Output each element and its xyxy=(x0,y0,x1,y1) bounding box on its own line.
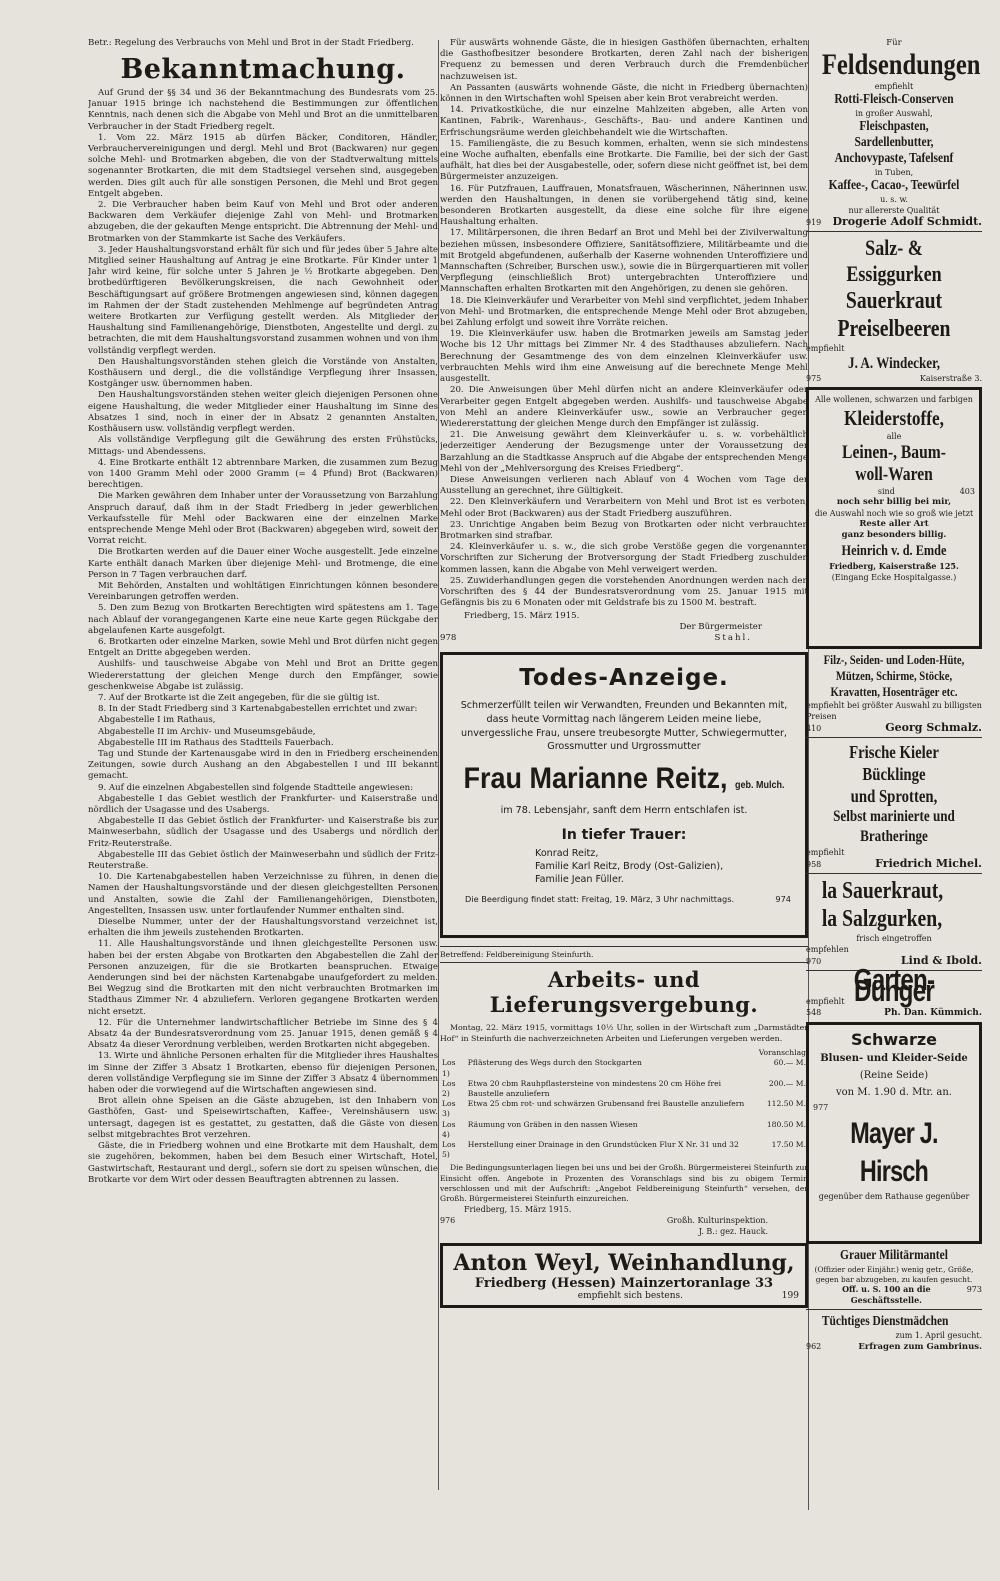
emde-line: woll-Waren xyxy=(855,464,933,485)
deceased-name xyxy=(461,762,787,796)
paragraph: 11. Alle Haushaltungsvorstände und ihnen gleichgestellte Personen usw. haben bei der ersten Abgabe von Brotkarten den Abgabestellen die Zahl der Personen anzuzeigen, für die sie Brotkarten beanspruchen. Etwaige Aenderungen sind bei der nächsten Kartenabgabe unaufgefordert zu melden. Bei Wegzug sind die Brotkarten mit den nicht verbrauchten Brotmarken im Stadthaus Zimmer Nr. 4 abzuliefern. Verloren gegangene Brotkarten werden nicht ersetzt. xyxy=(88,939,438,1017)
arbeit-date: Friedberg, 15. März 1915. xyxy=(464,1205,572,1215)
salz-num: 975 xyxy=(806,374,822,383)
family-line: Konrad Reitz, xyxy=(535,848,599,860)
paragraph: Mit Behörden, Anstalten und wohltätigen Einrichtungen können besondere Vereinbarungen getroffen werden. xyxy=(88,580,438,603)
hirsch-num: 977 xyxy=(813,1103,829,1112)
date-line: Friedberg, 15. März 1915. xyxy=(464,611,580,622)
emde-addr2: (Eingang Ecke Hospitalgasse.) xyxy=(831,573,957,582)
paragraph: 9. Auf die einzelnen Abgabestellen sind folgende Stadtteile angewiesen: xyxy=(98,782,414,793)
lind-num: 970 xyxy=(806,957,822,966)
kuemmich-num: 548 xyxy=(806,1008,822,1017)
todes-text: Schmerzerfüllt teilen wir Verwandten, Freunden und Bekannten mit, dass heute Vormittag nach längerem Leiden meine liebe, unvergessliche Frau, unsere treubesorgte Mutter, Schwiegermutter, Grossmutter und Urgrossmutter xyxy=(460,700,788,753)
michel-ad xyxy=(806,741,982,870)
michel-line: und Sprotten, xyxy=(850,786,938,806)
paragraph: 16. Für Putzfrauen, Lauffrauen, Monatsfrauen, Wäscherinnen, Näherinnen usw. werden den Haushaltungen, in denen sie vorübergehend tätig sind, keine besonderen Brotkarten ausgestellt, da diese eine solche für ihre eigene Haushaltung erhalten. xyxy=(440,183,808,228)
paragraph: 17. Militärpersonen, die ihren Bedarf an Brot und Mehl bei der Zivilverwaltung beziehen müssen, insbesondere Offiziere, Sanitätsoffiziere, Militärbeamte und die mit Brotgeld abgefundenen, außerhalb der Kaserne wohnenden Unteroffiziere und Mannschaften (Schreiber, Burschen usw.), sowie die in Bürgerquartieren mit voller Verpflegung (einschließlich Brot) untergebrachten Unteroffiziere und Mannschaften erhalten Brotkarten mit den Angehörigen, zu denen sie gehören. xyxy=(440,228,808,295)
feldsendungen-ad xyxy=(806,38,982,228)
lind-ad xyxy=(806,877,982,967)
mantel-line: Off. u. S. 100 an die Geschäftsstelle. xyxy=(842,1284,931,1305)
announcement-column xyxy=(88,38,438,1538)
kuemmich-ad xyxy=(806,962,982,1019)
paragraph: 20. Die Anweisungen über Mehl dürfen nicht an andere Kleinverkäufer oder Verarbeiter gegen Entgelt abgegeben werden. Aushilfs- und tauschweise Abgabe von Mehl an andere Kleinverkäufer usw., sowie an Verbraucher gegen Wiedererstattung der gleichen Menge durch den Empfänger ist zulässig. xyxy=(440,385,808,429)
schmalz-num: 410 xyxy=(806,724,822,733)
arbeit-betreff: Betreffend: Feldbereinigung Steinfurth. xyxy=(440,950,594,960)
table-row: Los 1) Pflästerung des Wegs durch den Stockgarten 60.— M. xyxy=(442,1058,806,1078)
table-row: Los 5) Herstellung einer Drainage in den Grundstücken Flur X Nr. 31 und 32 17.50 M. xyxy=(442,1140,806,1160)
weyl-ad xyxy=(440,1243,808,1308)
paragraph: 22. Den Kleinverkäufern und Verarbeitern von Mehl und Brot ist es verboten, Mehl oder Brot (Backwaren) aus der Stadt Friedberg auszuführen. xyxy=(440,497,808,519)
deceased-name-text: Frau Marianne Reitz, xyxy=(463,761,728,795)
todes-number: 974 xyxy=(775,894,791,905)
paragraph: Den Haushaltungsvorständen stehen weiter gleich diejenigen Personen ohne eigene Haushaltung, die weder Mitglieder einer Haushaltung im Sinne des Absatzes 1 sind, noch in einer der in Absatz 2 genannten Anstalten, Kosthäusern usw. vollständig verpflegt werden. xyxy=(88,390,438,435)
feld-line: Fleischpasten, Sardellenbutter, xyxy=(854,119,934,150)
mantel-line: Grauer Militärmantel xyxy=(840,1248,948,1263)
feld-title: Feldsendungen xyxy=(821,48,981,81)
paragraph: 3. Jeder Haushaltungsvorstand erhält für sich und für jedes über 5 Jahre alte Mitglied seiner Haushaltung auf Antrag je eine Brotkarte. Für Kinder unter 1 Jahr wird keine, für solche unter 5 Jahren je ½ Brotkarte abgegeben. Den brotbedürftigeren Bevölkerungskreisen, die nach Gewohnheit oder Beschäftigungsart auf größere Brotmengen angewiesen sind, können dagegen im Rahmen der der Stadt zustehenden Mehlmenge auf begründeten Antrag weitere Brotkarten zur Verfügung gestellt werden. Als Mitglieder der Haushaltung sind Familienangehörige, Dienstboten, Angestellte und dergl. zu betrachten, die mit dem Haushaltungsvorstand zusammen wohnen und von ihm vollständig verpflegt werden. xyxy=(88,244,438,356)
arbeitsvergebung xyxy=(440,946,808,1237)
hirsch-line: (Reine Seide) xyxy=(859,1070,929,1081)
announcement-body xyxy=(88,88,438,1186)
paragraph: Gäste, die in Friedberg wohnen und eine Brotkarte mit dem Haushalt, dem sie zugehören, bekommen, haben bei dem Besuch einer Wirtschaft, Hotel, Gastwirtschaft, Restaurant und dergl., sofern sie dort zu speisen wünschen, die Brotkarte vor dem Wirt oder dessen Beauftragten abtrennen zu lassen. xyxy=(88,1141,438,1185)
family-line: Familie Jean Füller. xyxy=(535,874,624,886)
bekanntmachung-title: Bekanntmachung. xyxy=(120,54,406,85)
arbeit-conditions: Die Bedingungsunterlagen liegen bei uns und bei der Großh. Bürgermeisterei Steinfurth zur Einsicht offen. Angebote in Prozenten des Voranschlags sind bis zu obigem Termin verschlossen und mit der Aufschrift: „Angebot Feldbereinigung Steinfurth“ versehen, der Großh. Bürgermeisterei Steinfurth einzureichen. xyxy=(440,1163,808,1204)
table-row: Los 4) Räumung von Gräben in den nassen Wiesen 180.50 M. xyxy=(442,1119,806,1139)
salz-firm: J. A. Windecker, xyxy=(848,355,940,372)
paragraph: Den Haushaltungsvorständen stehen gleich die Vorstände von Anstalten, Kosthäusern und dergl., die die vollständige Verpflegung ihrer Insassen, Kostgänger usw. übernommen haben. xyxy=(88,356,438,390)
feld-empf: empfiehlt xyxy=(874,82,914,91)
hirsch-line: Schwarze xyxy=(850,1030,938,1049)
paragraph: Dieselbe Nummer, unter der der Haushaltungsvorstand verzeichnet ist, erhalten die ihm jeweils zustehenden Brotkarten. xyxy=(88,917,438,939)
paragraph: 24. Kleinverkäufer u. s. w., die sich grobe Verstöße gegen die vorgenannten Vorschriften zur Sicherung der Brotversorgung der Stadt Friedberg zuschulden kommen lassen, kann die Abgabe von Mehl verweigert werden. xyxy=(440,542,808,575)
kuemmich-empf: empfiehlt xyxy=(806,997,845,1006)
emde-sind-row xyxy=(813,486,975,497)
burial-info xyxy=(443,886,805,911)
feld-top: Für xyxy=(886,38,902,48)
paragraph: 5. Den zum Bezug von Brotkarten Berechtigten wird spätestens am 1. Tage nach Ablauf der vorangegangenen Karte eine neue Karte gegen Rückgabe der abgelaufenen Karte ausgefolgt. xyxy=(88,603,438,636)
weyl-address: Friedberg (Hessen) Mainzertoranlage 33 xyxy=(474,1276,774,1292)
paragraph: 4. Eine Brotkarte enthält 12 abtrennbare Marken, die zusammen zum Bezug von 1400 Gramm Mehl oder 2000 Gramm (= 4 Pfund) Brot (Backwaren) berechtigen. xyxy=(88,457,438,491)
middle-column xyxy=(440,38,808,1538)
signer-title: Der Bürgermeister xyxy=(679,622,762,633)
hirsch-ad xyxy=(806,1022,982,1244)
weyl-title: Anton Weyl, Weinhandlung, xyxy=(453,1250,795,1277)
ref-number: 978 xyxy=(440,633,457,644)
mantel-line: (Offizier oder Einjähr.) wenig getr., Größe, gegen bar abzugeben, zu kaufen gesucht. xyxy=(814,1265,974,1284)
mantel-footer xyxy=(806,1284,982,1306)
michel-line: Selbst marinierte und xyxy=(833,808,955,825)
emde-line: alle xyxy=(886,432,902,441)
lind-line: la Salzgurken, xyxy=(821,906,943,932)
paragraph: Abgabestelle I das Gebiet westlich der Frankfurter- und Kaiserstraße und nördlich der Usagasse und des Usabergs. xyxy=(88,793,438,815)
paragraph: An Passanten (auswärts wohnende Gäste, die nicht in Friedberg übernachten) können in den Wirtschaften wohl Speisen aber kein Brot verabreicht werden. xyxy=(440,82,808,105)
michel-footer xyxy=(806,858,982,870)
paragraph: Abgabestelle III das Gebiet östlich der Mainweserbahn und südlich der Fritz-Reuterstraße. xyxy=(88,849,438,872)
salz-footer xyxy=(806,373,982,384)
paragraph: 15. Familiengäste, die zu Besuch kommen, erhalten, wenn sie sich mindestens eine Woche aufhalten, ebenfalls eine Brotkarte. Die Familie, bei der sich der Gast aufhält, hat dies bei der Ausgabestelle, oder, sofern diese nicht geöffnet ist, bei dem Bürgermeister anzuzeigen. xyxy=(440,138,808,183)
michel-num: 958 xyxy=(806,860,822,869)
windecker-ad xyxy=(806,235,982,384)
kuemmich-footer xyxy=(806,1007,982,1019)
dienst-firm: Erfragen zum Gambrinus. xyxy=(858,1342,982,1352)
paragraph: Tag und Stunde der Kartenausgabe wird in den in Friedberg erscheinenden Zeitungen, sowie durch Aushang an den Abgabestellen I und III bekannt gemacht. xyxy=(88,748,438,782)
announcement-continuation xyxy=(440,38,808,609)
feld-firm: Drogerie Adolf Schmidt. xyxy=(832,215,982,228)
paragraph: 21. Die Anweisung gewährt dem Kleinverkäufer u. s. w. vorbehältlich jederzeitiger Aenderung der Bezugsmenge unter der Voraussetzung der Barzahlung an die Stadtkasse Anspruch auf die Abgabe der entsprechenden Menge Mehl von der „Mehlversorgung des Kreises Friedberg“. xyxy=(440,430,808,474)
deceased-maiden: geb. Mulch. xyxy=(735,779,785,791)
arbeit-sign-row xyxy=(440,1215,808,1237)
arbeit-signature: J. B.: gez. Hauck. xyxy=(698,1227,768,1237)
schmalz-line: Filz-, Seiden- und Loden-Hüte, xyxy=(823,652,965,667)
paragraph: Brot allein ohne Speisen an die Gäste abzugeben, ist den Inhabern von Gasthöfen, Gast- und Speisewirtschaften, Kaffee-, Vereinshäusern usw. untersagt, dagegen ist es gestattet, zu gestatten, daß die Gäste von diesen selbst mitgebrachtes Brot verzehren. xyxy=(88,1096,438,1140)
family-line: Familie Karl Reitz, Brody (Ost-Galizien), xyxy=(535,861,724,873)
schmalz-ad xyxy=(806,652,982,734)
schmalz-line: Kravatten, Hosenträger etc. xyxy=(830,684,958,699)
emde-addr: Friedberg, Kaiserstraße 125. xyxy=(829,561,959,571)
emde-ad xyxy=(806,387,982,649)
dienst-line: zum 1. April gesucht. xyxy=(895,1331,982,1340)
paragraph: 13. Wirte und ähnliche Personen erhalten für die Mitglieder ihres Haushaltes im Sinne der Ziffer 3 Absatz 1 Brotkarten, ebenso für diejenigen Personen, deren vollständige Verpflegung sie im Sinne der Ziffer 3 Absatz 4 übernommen haben oder die vorwiegend auf die Wirtschaften angewiesen sind. xyxy=(88,1051,438,1096)
feld-line: in großer Auswahl, xyxy=(855,109,933,118)
lots-table xyxy=(440,1048,808,1160)
paragraph: Diese Anweisungen verlieren nach Ablauf von 4 Wochen vom Tage der Ausstellung an gerechnet, ihre Gültigkeit. xyxy=(440,474,808,497)
feld-num: 919 xyxy=(806,218,822,227)
michel-empf: empfiehlt xyxy=(806,848,845,857)
salz-empf: empfiehlt xyxy=(806,344,845,353)
paragraph: 10. Die Kartenabgabestellen haben Verzeichnisse zu führen, in denen die Namen der Haushaltungsvorstände und der diesen gleichgestellten Personen und Anstalten, sowie die Zahl der Familienangehörigen, Dienstboten, Angestellten, Insassen usw. unter fortlaufender Nummer enthalten sind. xyxy=(88,872,438,916)
paragraph: 12. Für die Unternehmer landwirtschaftlicher Betriebe im Sinne des § 4 Absatz 4a der Bundesratsverordnung vom 25. Januar 1915, denen gemäß § 4 Absatz 4a dieser Verordnung verbleiben, werden Brotkarten nicht abgegeben. xyxy=(88,1017,438,1051)
schmalz-firm: Georg Schmalz. xyxy=(885,721,982,734)
dienst-ad xyxy=(806,1313,982,1353)
paragraph: Abgabestelle II im Archiv- und Museumsgebäude, xyxy=(98,726,316,737)
burial-text: Die Beerdigung findet statt: Freitag, 19. März, 3 Uhr nachmittags. xyxy=(465,894,735,905)
dienst-num: 962 xyxy=(806,1342,822,1351)
paragraph: 7. Auf der Brotkarte ist die Zeit angegeben, für die sie gültig ist. xyxy=(98,692,380,703)
salz-line: Preiselbeeren xyxy=(837,316,951,342)
kuemmich-firm: Ph. Dan. Kümmich. xyxy=(884,1008,982,1018)
paragraph: Auf Grund der §§ 34 und 36 der Bekanntmachung des Bundesrats vom 25. Januar 1915 bringe ich nachstehend die Bestimmungen zur öffentlichen Kenntnis, nach denen sich die Abgabe von Mehl und Brot an die unmittelbaren Verbraucher in der Stadt Friedberg regelt. xyxy=(88,88,438,132)
michel-firm: Friedrich Michel. xyxy=(875,857,982,870)
schmalz-line: empfiehlt bei größter Auswahl zu billigsten Preisen xyxy=(806,701,982,721)
michel-line: Frische Kieler Bücklinge xyxy=(849,742,939,784)
kuemmich-line: Garten-Dünger xyxy=(853,962,935,1008)
schmalz-line: Mützen, Schirme, Stöcke, xyxy=(835,668,953,683)
paragraph: Die Brotkarten werden auf die Dauer einer Woche ausgestellt. Jede einzelne Karte enthält danach Marken über diejenige Mehl- und Brotmenge, die eine Person in 7 Tagen verbrauchen darf. xyxy=(88,547,438,580)
hirsch-addr: gegenüber dem Rathause gegenüber xyxy=(818,1192,970,1201)
signer-row xyxy=(440,633,808,644)
paragraph: Die Marken gewähren dem Inhaber unter der Voraussetzung von Barzahlung Anspruch darauf, daß ihm in der Stadt Friedberg in jeder gewerblichen Verkaufsstelle für Mehl oder Backwaren eine der einzelnen Marke entsprechende Menge Mehl oder Brot (Backwaren) abgegeben wird, soweit der Vorrat reicht. xyxy=(88,491,438,547)
feld-line: Kaffee-, Cacao-, Teewürfel xyxy=(828,178,960,193)
lind-empf: empfehlen xyxy=(806,945,849,954)
paragraph: Für auswärts wohnende Gäste, die in hiesigen Gasthöfen übernachten, erhalten die Gasthofbesitzer besondere Brotkarten, deren Zahl nach der bisherigen Frequenz zu bemessen und deren Verbrauch durch die Fremdenbücher nachzuweisen ist. xyxy=(440,38,808,82)
table-row: Los 2) Etwa 20 cbm Rauhpflastersteine von mindestens 20 cm Höhe frei Baustelle anzuliefern 200.— M. xyxy=(442,1078,806,1098)
emde-firm: Heinrich v. d. Emde xyxy=(841,543,947,559)
mantel-ad xyxy=(806,1247,982,1306)
schmalz-footer xyxy=(806,722,982,734)
paragraph: 19. Die Kleinverkäufer usw. haben die Brotmarken jeweils am Samstag jeder Woche bis 12 Uhr mittags bei Zimmer Nr. 4 des Stadthauses abzuliefern. Nach Berechnung der Gesamtmenge des von dem einzelnen Kleinverkäufer usw. verbrauchten Mehls wird ihm eine Anweisung auf die berechnete Menge Mehl ausgestellt. xyxy=(440,329,808,385)
signer-name: Stahl. xyxy=(714,633,752,644)
emde-line: Reste aller Art xyxy=(859,519,929,529)
dienst-footer xyxy=(806,1341,982,1353)
michel-line: Bratheringe xyxy=(860,828,928,845)
hirsch-line: von M. 1.90 d. Mtr. an. xyxy=(836,1087,952,1098)
salz-addr: Kaiserstraße 3. xyxy=(919,374,982,383)
arbeit-office: Großh. Kulturinspektion. xyxy=(666,1216,768,1226)
arbeit-office-block xyxy=(667,1215,808,1237)
lind-line: la Sauerkraut, xyxy=(821,878,944,904)
trauer-heading: In tiefer Trauer: xyxy=(561,827,687,844)
paragraph: 23. Unrichtige Angaben beim Bezug von Brotkarten oder nicht verbrauchten Brotmarken sind strafbar. xyxy=(440,519,808,541)
hirsch-firm: Mayer J. Hirsch xyxy=(850,1117,938,1188)
emde-line: ganz besonders billig. xyxy=(841,530,947,540)
weyl-text: empfiehlt sich bestens. xyxy=(577,1291,684,1302)
column-rule-1 xyxy=(438,40,439,1490)
deceased-age: im 78. Lebensjahr, sanft dem Herrn entschlafen ist. xyxy=(500,804,748,816)
mantel-num: 973 xyxy=(966,1285,982,1294)
emde-line: noch sehr billig bei mir, xyxy=(836,497,952,507)
todes-anzeige xyxy=(440,652,808,938)
paragraph: Abgabestelle III im Rathaus des Stadtteils Fauerbach. xyxy=(98,737,334,748)
feld-line: Anchovypaste, Tafelsenf xyxy=(834,151,954,166)
lind-line: frisch eingetroffen xyxy=(856,934,932,943)
dienst-line: Tüchtiges Dienstmädchen xyxy=(821,1314,949,1329)
emde-line: Leinen-, Baum- xyxy=(842,442,946,463)
arbeit-title: Arbeits- und Lieferungsvergebung. xyxy=(489,967,759,1018)
feld-line: in Tuben, xyxy=(874,168,914,177)
paragraph: 2. Die Verbraucher haben beim Kauf von Mehl und Brot oder anderen Backwaren dem Verkäufer diejenige Zahl von Mehl- und Brotmarken abzugeben, die der gekauften Menge entspricht. Die Abtrennung der Mehl- und Brotmarken von der Stammkarte ist Sache des Verkäufers. xyxy=(88,200,438,244)
ads-column xyxy=(806,38,982,1538)
paragraph: Als vollständige Verpflegung gilt die Gewährung des ersten Frühstücks, Mittags- und Abendessens. xyxy=(88,435,438,457)
todes-title: Todes-Anzeige. xyxy=(519,665,729,692)
feld-footer xyxy=(806,216,982,228)
paragraph: 14. Privatkostküche, die nur einzelne Mahlzeiten abgeben, alle Arten von Kantinen, Fabrik-, Warenhaus-, Geschäfts-, Bau- und andere Kantinen und Erfrischungsräume werden gleichbehandelt wie die Wirtschaften. xyxy=(440,105,808,138)
feld-line: nur allererste Qualität xyxy=(848,206,940,215)
col-header: Voranschlag xyxy=(758,1048,806,1058)
emde-line: die Auswahl noch wie so groß wie jetzt xyxy=(814,509,974,518)
paragraph: Abgabestelle II das Gebiet östlich der Frankfurter- und Kaiserstraße bis zur Mainweserbahn, südlich der Usagasse und des Usabergs und nördlich der Fritz-Reuterstraße. xyxy=(88,816,438,849)
paragraph: Abgabestelle I im Rathaus, xyxy=(98,715,216,726)
emde-line: sind xyxy=(877,487,895,496)
weyl-footer xyxy=(449,1291,799,1301)
hirsch-line: Blusen- und Kleider-Seide xyxy=(820,1053,968,1064)
table-row: Los 3) Etwa 25 cbm rot- und schwärzen Grubensand frei Baustelle anzuliefern 112.50 M. xyxy=(442,1099,806,1119)
salz-line: Salz- & Essiggurken xyxy=(846,235,942,286)
salz-line: Sauerkraut xyxy=(845,288,943,314)
paragraph: 25. Zuwiderhandlungen gegen die vorstehenden Anordnungen werden nach den Vorschriften des § 44 der Bundesratsverordnung vom 25. Januar 1915 mit Gefängnis bis zu 6 Monaten oder mit Geldstrafe bis zu 1500 M. bestraft. xyxy=(440,575,808,609)
paragraph: Aushilfs- und tauschweise Abgabe von Mehl und Brot an Dritte gegen Wiedererstattung der gleichen Menge durch den Empfänger, sowie geschenkweise Abgabe ist zulässig. xyxy=(88,659,438,692)
paragraph: 8. In der Stadt Friedberg sind 3 Kartenabgabestellen errichtet und zwar: xyxy=(98,704,418,715)
lind-firm: Lind & Ibold. xyxy=(900,954,982,967)
arbeit-intro: Montag, 22. März 1915, vormittags 10½ Uhr, sollen in der Wirtschaft zum „Darmstädter Hof“ in Steinfurth die nachverzeichneten Arbeiten und Lieferungen vergeben werden. xyxy=(440,1023,808,1043)
paragraph: 6. Brotkarten oder einzelne Marken, sowie Mehl und Brot dürfen nicht gegen Entgelt an Dritte abgegeben werden. xyxy=(88,636,438,659)
emde-num: 403 xyxy=(959,487,975,496)
weyl-number: 199 xyxy=(781,1291,799,1302)
emde-line: Alle wollenen, schwarzen und farbigen xyxy=(815,395,973,404)
feld-line: u. s. w. xyxy=(880,195,908,204)
emde-line: Kleiderstoffe, xyxy=(844,406,944,430)
arbeit-number: 976 xyxy=(440,1216,456,1226)
feld-line: Rotti-Fleisch-Conserven xyxy=(834,92,954,107)
paragraph: 18. Die Kleinverkäufer und Verarbeiter von Mehl sind verpflichtet, jedem Inhaber von Mehl- und Brotmarken, die entsprechende Menge Mehl oder Brot abzugeben, bei Zahlung erfolgt und soweit ihre Vorräte reichen. xyxy=(440,295,808,329)
paragraph: 1. Vom 22. März 1915 ab dürfen Bäcker, Conditoren, Händler, Verbrauchervereinigungen und dergl. Mehl und Brot (Backwaren) nur gegen solche Mehl- und Brotmarken abgeben, die von der Stadtverwaltung mittels sogenannter Brotkarten, die mit dem Stadtsiegel versehen sind, ausgegeben werden. Dies gilt auch für alle sonstigen Personen, die Mehl und Brot gegen Entgelt abgeben. xyxy=(88,132,438,199)
betreff-line: Betr.: Regelung des Verbrauchs von Mehl und Brot in der Stadt Friedberg. xyxy=(88,38,414,48)
